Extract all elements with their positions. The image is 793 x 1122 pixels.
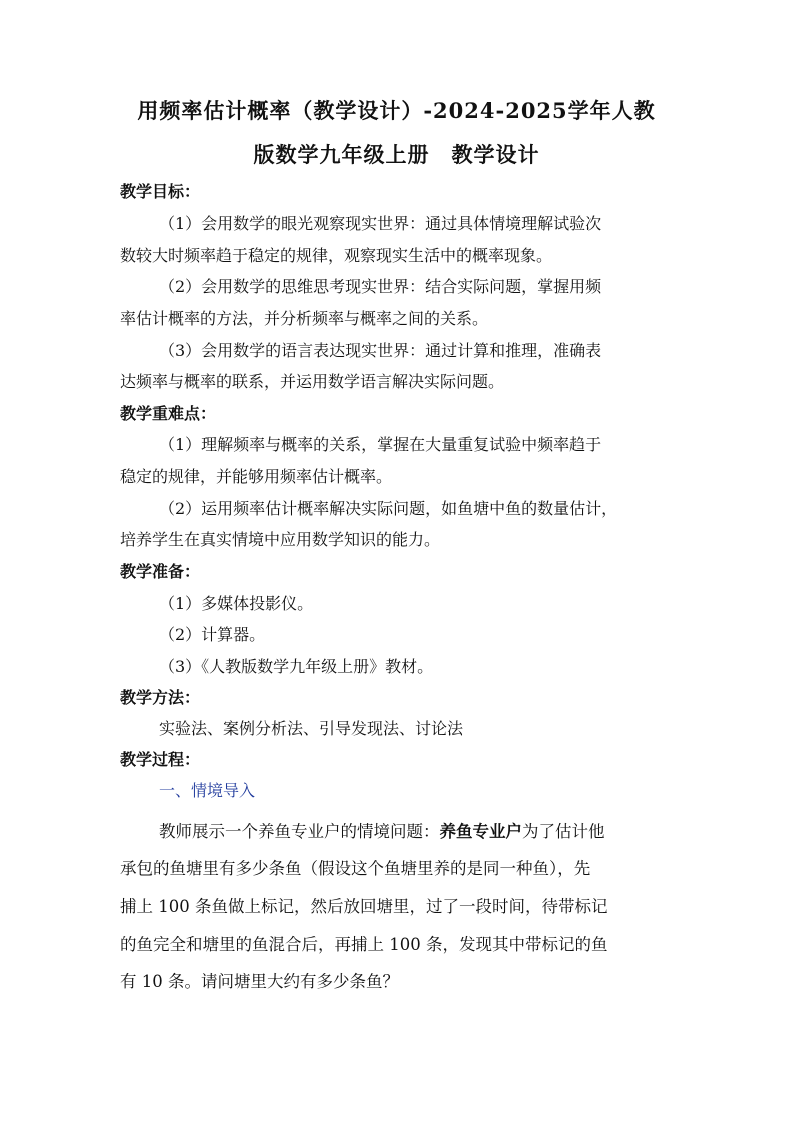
methods-heading: 教学方法： <box>120 688 201 707</box>
goal-2-line1: （2）会用数学的思维思考现实世界：结合实际问题，掌握用频 <box>159 277 602 296</box>
paragraph-line-1 <box>159 818 605 842</box>
keypoint-2-line1: （2）运用频率估计概率解决实际问题，如鱼塘中鱼的数量估计， <box>159 499 618 518</box>
goal-3-line1: （3）会用数学的语言表达现实世界：通过计算和推理，准确表 <box>159 341 602 360</box>
prep-item-2: （2）计算器。 <box>159 625 266 644</box>
prep-item-1: （1）多媒体投影仪。 <box>159 594 314 613</box>
fish-farmer-bold: 养鱼专业户 <box>439 822 522 841</box>
goal-1-line2: 数较大时频率趋于稳定的规律，观察现实生活中的概率现象。 <box>120 246 553 265</box>
section-1-title: 一、情境导入 <box>159 781 256 800</box>
prep-item-3: （3）《人教版数学九年级上册》教材。 <box>159 657 434 676</box>
goals-heading: 教学目标： <box>120 182 201 201</box>
goal-1-line1: （1）会用数学的眼光观察现实世界：通过具体情境理解试验次 <box>159 214 602 233</box>
paragraph-line-1-suffix: 为了估计他 <box>522 822 605 841</box>
keypoints-heading: 教学重难点： <box>120 404 217 423</box>
keypoint-1-line1: （1）理解频率与概率的关系，掌握在大量重复试验中频率趋于 <box>159 435 602 454</box>
doc-title-line1: 用频率估计概率（教学设计）-2024-2025学年人教 <box>137 98 656 123</box>
keypoint-1-line2: 稳定的规律，并能够用频率估计概率。 <box>120 467 393 486</box>
paragraph-line-2: 承包的鱼塘里有多少条鱼（假设这个鱼塘里养的是同一种鱼），先 <box>120 859 591 878</box>
methods-text: 实验法、案例分析法、引导发现法、讨论法 <box>159 719 464 738</box>
paragraph-line-1-prefix: 教师展示一个养鱼专业户的情境问题： <box>159 822 440 841</box>
prep-heading: 教学准备： <box>120 562 201 581</box>
goal-2-line2: 率估计概率的方法，并分析频率与概率之间的关系。 <box>120 309 489 328</box>
goal-3-line2: 达频率与概率的联系，并运用数学语言解决实际问题。 <box>120 372 505 391</box>
paragraph-line-5: 有 10 条。请问塘里大约有多少条鱼？ <box>120 972 399 991</box>
paragraph-line-4: 的鱼完全和塘里的鱼混合后，再捕上 100 条，发现其中带标记的鱼 <box>120 935 608 954</box>
keypoint-2-line2: 培养学生在真实情境中应用数学知识的能力。 <box>120 530 441 549</box>
doc-title-line2: 版数学九年级上册 教学设计 <box>253 142 540 167</box>
process-heading: 教学过程： <box>120 750 201 769</box>
paragraph-line-3: 捕上 100 条鱼做上标记，然后放回塘里，过了一段时间，待带标记 <box>120 897 608 916</box>
